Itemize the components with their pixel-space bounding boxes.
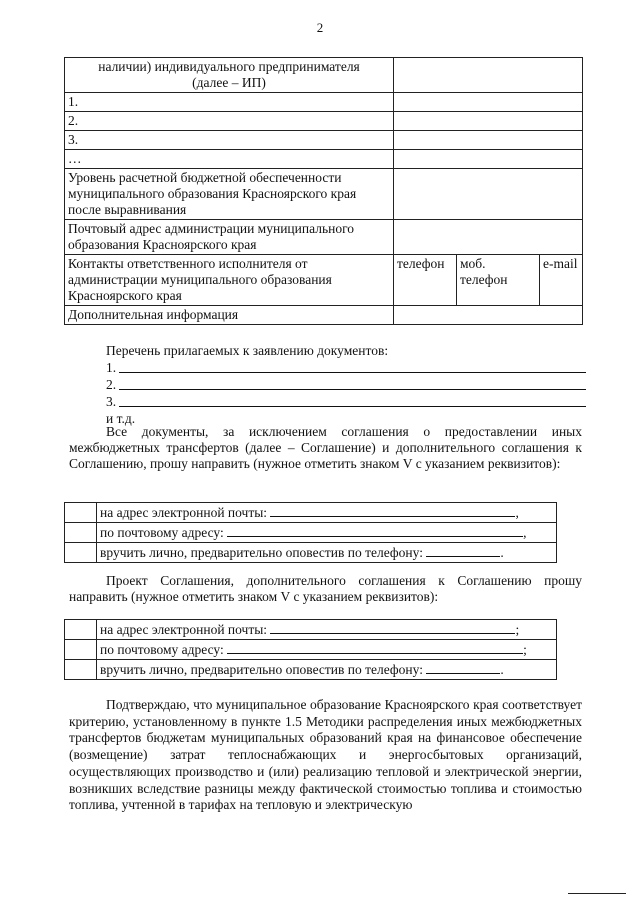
documents-intro-text: Перечень прилагаемых к заявлению документов:	[106, 343, 389, 358]
checkbox-cell[interactable]	[65, 523, 97, 543]
option-label: на адрес электронной почты:	[100, 622, 268, 637]
option-cell	[97, 543, 557, 563]
table-cell-value[interactable]	[394, 93, 583, 112]
table-cell-label: Дополнительная информация	[65, 306, 394, 325]
option-end: .	[500, 545, 504, 560]
table-row	[65, 620, 557, 640]
table-cell-value[interactable]	[394, 131, 583, 150]
mobile-phone-cell[interactable]: моб. телефон	[457, 255, 540, 306]
option-cell	[97, 660, 557, 680]
table-row	[65, 255, 583, 306]
confirmation-paragraph: Подтверждаю, что муниципальное образование Красноярского края соответствует критерию, установленному в пункте 1.5 Методики распределения иных межбюджетных трансфертов бюджетам муниципальных образований края на финансовое обеспечение (возмещение) затрат теплоснабжающих и энергосбытовых организаций, осуществляющих производство и (или) реализацию тепловой и электрической энергии, возникших вследствие разницы между фактической стоимостью топлива и стоимостью топлива, учтенной в тарифах на тепловую и электрическую	[69, 697, 582, 813]
option-label: вручить лично, предварительно оповестив по телефону:	[100, 545, 423, 560]
document-line[interactable]	[119, 377, 586, 390]
email-fill-line[interactable]	[270, 621, 515, 634]
documents-intro	[106, 342, 586, 359]
document-number: 2.	[106, 377, 117, 392]
agreement-delivery-paragraph: Проект Соглашения, дополнительного соглашения к Соглашению прошу направить (нужное отметить знаком V с указанием реквизитов):	[69, 573, 582, 604]
table-cell-label: Контакты ответственного исполнителя от администрации муниципального образования Красноярского края	[65, 255, 394, 306]
postal-address-fill-line[interactable]	[227, 641, 523, 654]
list-item	[106, 393, 586, 410]
document-number: 3.	[106, 394, 117, 409]
table-cell-label	[65, 58, 394, 93]
attached-documents-list	[106, 342, 586, 427]
email-cell[interactable]: e-mail	[540, 255, 583, 306]
application-table	[64, 57, 583, 325]
table-cell-value[interactable]	[394, 58, 583, 93]
documents-delivery-paragraph: Все документы, за исключением соглашения о предоставлении иных межбюджетных трансфертов (далее – Соглашение) и дополнительного соглашения к Соглашению, прошу направить (нужное отметить знаком V с указанием реквизитов):	[69, 424, 582, 471]
checkbox-cell[interactable]	[65, 640, 97, 660]
option-cell	[97, 503, 557, 523]
table-row	[65, 169, 583, 220]
table-cell-label: 3.	[65, 131, 394, 150]
table-row	[65, 640, 557, 660]
footer-divider	[568, 893, 626, 894]
option-label: по почтовому адресу:	[100, 525, 224, 540]
table-cell-label: 2.	[65, 112, 394, 131]
document-line[interactable]	[119, 360, 586, 373]
checkbox-cell[interactable]	[65, 543, 97, 563]
table-row	[65, 543, 557, 563]
option-label: вручить лично, предварительно оповестив по телефону:	[100, 662, 423, 677]
option-end: ;	[523, 642, 527, 657]
agreement-delivery-options-table	[64, 619, 557, 680]
checkbox-cell[interactable]	[65, 503, 97, 523]
table-cell-value[interactable]	[394, 112, 583, 131]
table-row	[65, 660, 557, 680]
table-cell-value[interactable]	[394, 169, 583, 220]
delivery-options-table	[64, 502, 557, 563]
table-cell-label: 1.	[65, 93, 394, 112]
list-item	[106, 376, 586, 393]
option-cell	[97, 640, 557, 660]
option-label: на адрес электронной почты:	[100, 505, 268, 520]
table-row	[65, 306, 583, 325]
documents-etc-text: и т.д.	[106, 411, 136, 426]
option-end: ,	[523, 525, 527, 540]
email-fill-line[interactable]	[270, 504, 515, 517]
table-cell-label: …	[65, 150, 394, 169]
postal-address-fill-line[interactable]	[227, 524, 523, 537]
checkbox-cell[interactable]	[65, 620, 97, 640]
table-row	[65, 93, 583, 112]
table-row	[65, 112, 583, 131]
table-cell-label: Почтовый адрес администрации муниципального образования Красноярского края	[65, 220, 394, 255]
table-row	[65, 131, 583, 150]
option-end: ,	[515, 505, 519, 520]
table-row	[65, 58, 583, 93]
document-line[interactable]	[119, 394, 586, 407]
page-number: 2	[316, 20, 324, 35]
table-cell-value[interactable]	[394, 220, 583, 255]
table-cell-value[interactable]	[394, 306, 583, 325]
checkbox-cell[interactable]	[65, 660, 97, 680]
table-row	[65, 150, 583, 169]
table-cell-value[interactable]	[394, 150, 583, 169]
option-label: по почтовому адресу:	[100, 642, 224, 657]
table-row	[65, 523, 557, 543]
phone-fill-line[interactable]	[426, 544, 500, 557]
phone-fill-line[interactable]	[426, 661, 500, 674]
option-end: .	[500, 662, 504, 677]
phone-cell[interactable]: телефон	[394, 255, 457, 306]
list-item	[106, 359, 586, 376]
table-row	[65, 503, 557, 523]
option-cell	[97, 620, 557, 640]
option-cell	[97, 523, 557, 543]
table-row	[65, 220, 583, 255]
entrepreneur-label-line1: наличии) индивидуального предпринимателя	[98, 59, 360, 74]
entrepreneur-label-line2: (далее – ИП)	[192, 75, 266, 90]
table-cell-label: Уровень расчетной бюджетной обеспеченности муниципального образования Красноярского края после выравнивания	[65, 169, 394, 220]
option-end: ;	[515, 622, 520, 637]
document-number: 1.	[106, 360, 117, 375]
